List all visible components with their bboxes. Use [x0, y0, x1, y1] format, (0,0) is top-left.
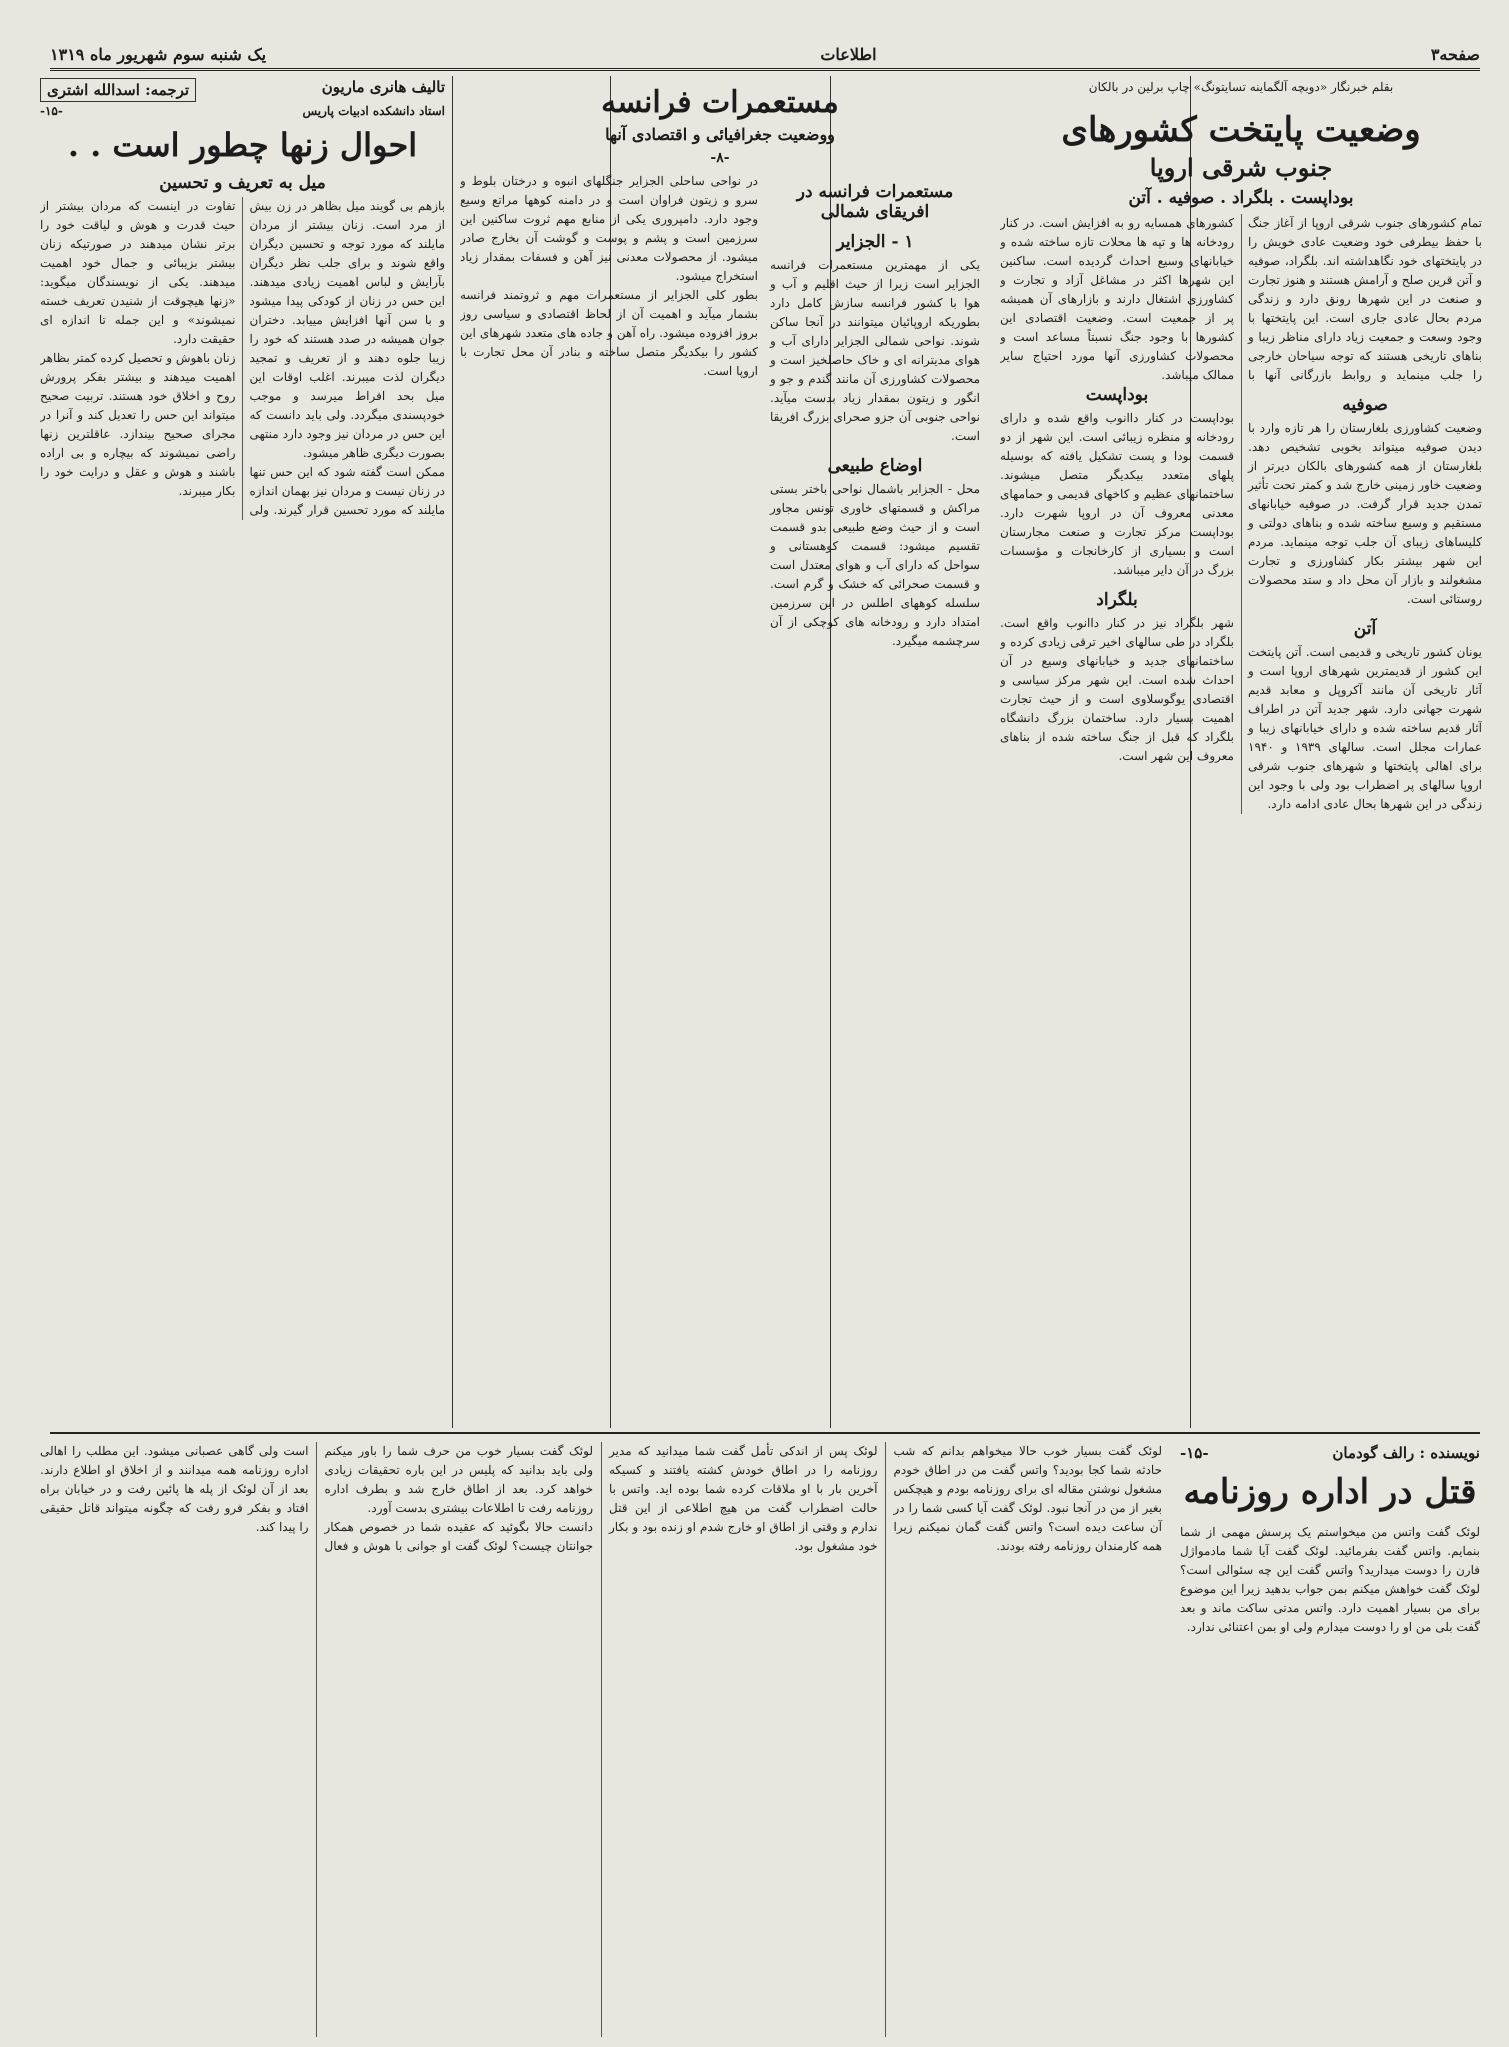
colonies-columns [460, 172, 980, 651]
section-heading-sofia: صوفیه [1342, 394, 1388, 415]
page-number: صفحه۳ [1430, 44, 1480, 64]
article-title-line2: جنوب شرقی اروپا [1149, 153, 1333, 183]
story-body: دانست حالا بگوئید که عقیده شما در خصوص همکار جوانتان چیست؟ لوئک گفت او جوانی با هوش و فعال است ولی گاهی عصبانی میشود. این مطلب را اهالی اداره روزنامه همه میدانند و از اخلاق او اطلاع دارند. بعد از آن لوئک از پله ها پائین رفت و در خیابان براه افتاد و بفکر فرو رفت که چگونه میتواند قاتل حقیقی را پیدا کند. [40, 1444, 593, 1553]
author-title: استاد دانشکده ادبیات پاریس [302, 104, 445, 118]
section-body-budapest: بوداپست در کنار داانوب واقع شده و دارای رودخانه و منظره زیبائی است. این شهر از دو قسمت بودا و پست تشکیل یافته که بوسیله پلهای متعدد بیکدیگر متصل میشوند. ساختمانهای عظیم و کاخهای قدیمی و حمامهای معدنی معروف آن در اروپا شهرت دارد. بوداپست مرکز تجارت و صنعت مجارستان است و بسیاری از کارخانجات و مؤسسات بزرگ در آن دایر میباشد. [1000, 410, 1234, 577]
story-byline [1180, 1444, 1480, 1462]
article-body: بازهم بی گویند میل بظاهر در زن بیش از مرد است. زنان بیشتر از مردان مایلند که مورد توجه و تحسین دیگران واقع شوند و برای جلب نظر دیگران بآرایش و لباس اهمیت زیادی میدهند. این حس در زنان از کودکی پیدا میشود و با سن آنها افزایش مییابد. دختران جوان همیشه در صدد هستند که خود را زیبا جلوه دهند و از تعریف و تمجید دیگران لذت میبرند. اغلب اوقات این میل بحد افراط میرسد و موجب خودپسندی میگردد. ولی باید دانست که این حس در مردان نیز وجود دارد منتهی بصورت دیگری ظاهر میشود. [249, 199, 445, 461]
article-colonies [460, 76, 980, 1426]
serial-story [40, 1442, 1480, 2037]
article-title: وضعیت پایتخت کشورهای [1061, 110, 1421, 150]
story-body: لوئک پس از اندکی تأمل گفت شما میدانید که مدیر روزنامه را در اطاق خودش کشته یافتند و کسیکه آخرین بار با او ملاقات کرده شما بوده اید. واتس با حالت اضطراب گفت من هیچ اطلاعی از این قتل ندارم و وقتی از اطاق او خارج شدم او زنده بود و بکار خود مشغول بود. [609, 1444, 878, 1553]
section-body: یکی از مهمترین مستعمرات فرانسه الجزایر است زیرا از حیث اقلیم و آب و هوا با کشور فرانسه سازش کامل دارد بطوریکه اروپائیان میتوانند در آنجا ساکن شوند. نواحی شمالی الجزایر دارای آب و هوای مدیترانه ای و خاک حاصلخیز است و محصولات کشاورزی آن مانند گندم و جو و انگور و زیتون بمقدار زیاد بدست میآید. نواحی جنوبی آن جزو صحرای بزرگ افریقا است. [770, 258, 980, 443]
colonies-col-right [770, 172, 980, 651]
article-body: ممکن است گفته شود که این حس تنها در زنان نیست و مردان نیز بهمان اندازه مایلند که مورد تحسین قرار گیرند. ولی تفاوت در اینست که مردان بیشتر از حیث قدرت و هوش و لیاقت خود را برتر نشان میدهند در صورتیکه زنان بیشتر بزیبائی و جمال خود اهمیت میدهند. یکی از نویسندگان میگوید: «زنها هیچوقت از شنیدن تعریف خسته نمیشوند» و این جمله تا اندازه ای حقیقت دارد. [40, 199, 445, 518]
section-body: در نواحی ساحلی الجزایر جنگلهای انبوه و درختان بلوط و سرو و زیتون فراوان است و در دامنه کوهها مراتع وسیع وجود دارد. دامپروری یکی از منابع مهم ثروت ساکنین این سرزمین است و پشم و پوست و گوشت آن بخارج صادر میشود. از محصولات معدنی نیز آهن و فسفات بمقدار زیاد استخراج میشود. [460, 174, 758, 283]
colonies-col-left [460, 172, 758, 651]
story-title: قتل در اداره روزنامه [1183, 1472, 1477, 1512]
story-col-right [1180, 1442, 1480, 2037]
section-body-athens: یونان کشور تاریخی و قدیمی است. آتن پایتخت این کشور از قدیمترین شهرهای اروپا است و آثار تاریخی آن مانند آکروپل و معابد قدیم شهرت جهانی دارد. شهر جدید آتن در اطراف آثار قدیم ساخته شده و دارای خیابانهای زیبا و عمارات مجلل است. سالهای ۱۹۳۹ و ۱۹۴۰ برای اهالی پایتختها و شهرهای جنوب شرقی اروپا سالهای پر اضطراب بود ولی با وجود این زندگی در این شهرها بحال عادی ادامه دارد. [1248, 644, 1482, 811]
article-cities: بوداپست . بلگراد . صوفیه . آتن [1128, 187, 1354, 208]
story-body: لوئک گفت واتس من میخواستم یک پرسش مهمی از شما بنمایم. واتس گفت بفرمائید. لوئک گفت آیا شما مادمواژل فارن را دوست میدارید؟ واتس گفت این چه سئوالی است؟ لوئک گفت خواهش میکنم بمن جواب بدهید زیرا این موضوع برای من بسیار اهمیت دارد. واتس مدتی ساکت ماند و بعد گفت بلی من او را دوست میدارم ولی او بمن اعتنائی ندارد. [1180, 1525, 1480, 1635]
article-women [40, 76, 445, 1426]
section-body: محل - الجزایر باشمال نواحی باختر بستی مراکش و قسمتهای خاوری تونس مجاور است و از حیث وضع طبیعی بدو قسمت تقسیم میشود: قسمت کوهستانی و سواحل که دارای آب و هوای معتدل است و قسمت صحرائی که خشک و گرم است. سلسله کوههای اطلس در این سرزمین امتداد دارد و رودخانه های کوچکی از آن سرچشمه میگیرد. [770, 482, 980, 648]
newspaper-page [10, 12, 1500, 2040]
installment-number: -۱۵- [1180, 1444, 1209, 1462]
section-heading-budapest: بوداپست [1085, 384, 1149, 405]
article-subtitle: ووضعیت جغرافیائی و اقتصادی آنها [605, 125, 835, 144]
article-body: تمام کشورهای جنوب شرقی اروپا از آغاز جنگ با حفظ بیطرفی خود وضعیت عادی خویش را در پایتختهای خود نگاهداشته اند. بلگراد، صوفیه و آتن قرین صلح و آرامش هستند و هنوز تجارت و صنعت در این شهرها رونق دارد و زندگی مردم بحال عادی جاری است. این پایتختها با وجود وسعت و جمعیت زیاد دارای مناظر زیبا و بناهای تاریخی هستند که توجه سیاحان خارجی را جلب مینماید و روابط بازرگانی آنها با کشورهای همسایه رو به افزایش است. در کنار رودخانه ها و تپه ها محلات تازه ساخته شده و خیابانهای وسیع احداث گردیده است. ساکنین این شهرها اکثر در مشاغل آزاد و تجارت و کشاورزی اشتغال دارند و بازارهای آن همیشه پر از جمعیت است. وضعیت اقتصادی این کشورها با وجود جنگ نسبتاً مساعد است و محصولات کشاورزی آنها مورد احتیاج سایر ممالک میباشد. [1000, 215, 1482, 382]
section-body-belgrade: شهر بلگراد نیز در کنار داانوب واقع است. بلگراد در طی سالهای اخیر ترقی زیادی کرده و ساختمانهای جدید و خیابانهای وسیع در آن احداث شده است. این شهر مرکز سیاسی و اقتصادی یوگوسلاوی است و از حیث تجارت اهمیت بسیار دارد. ساختمان بزرگ دانشگاه بلگراد که قبل از جنگ ساخته شده از بناهای معروف این شهر است. [1000, 615, 1234, 763]
paper-name: اطلاعات [820, 44, 877, 64]
section-heading-natural: اوضاع طبیعی [827, 456, 923, 476]
author: تالیف هانری ماریون [321, 78, 445, 96]
translator: ترجمه: اسدالله اشتری [40, 78, 196, 102]
article-capitals [1000, 76, 1482, 1426]
section-body-sofia: وضعیت کشاورزی بلغارستان را هر تازه وارد با دیدن صوفیه میتواند بخوبی تشخیص دهد. بلغارستان از همه کشورهای بالکان دیرتر از وضعیت خاور زمینی خارج شد و کمتر تحت تأثیر تمدن جدید قرار گرفت. در صوفیه خیابانهای مستقیم و وسیع ساخته شده و بناهای دولتی و کلیساهای زیبای آن جلب توجه مینماید. مردم این شهر بیشتر بکار کشاورزی و تجارت مشغولند و بازار آن محل داد و ستد محصولات روستائی است. [1248, 420, 1482, 606]
section-heading: میل به تعریف و تحسین [159, 173, 326, 194]
story-columns [40, 1442, 1480, 2037]
article-sections [1000, 385, 1482, 814]
column-rule [452, 76, 453, 1428]
story-body: لوئک گفت بسیار خوب حالا میخواهم بدانم که شب حادثه شما کجا بودید؟ واتس گفت من در اطاق خودم مشغول نوشتن مقاله ای برای روزنامه بودم و هیچکس بغیر از من در آنجا نبود. لوئک گفت آیا کسی شما را در آن ساعت دیده است؟ واتس گفت گمان نمیکنم زیرا همه کارمندان روزنامه رفته بودند. [893, 1444, 1162, 1553]
story-author: نویسنده : رالف گودمان [1332, 1444, 1480, 1462]
section-heading-athens: آتن [1353, 618, 1377, 639]
section-heading-belgrade: بلگراد [1096, 589, 1138, 610]
section-heading-algeria: ۱ - الجزایر [836, 232, 914, 252]
story-col-rest [40, 1442, 1162, 2037]
article-kicker: بقلم خبرنگار «دوبچه آلگماینه تسایتونگ» چاپ برلین در بالکان [1088, 80, 1394, 94]
section-body: بطور کلی الجزایر از مستعمرات مهم و ثروتمند فرانسه بشمار میآید و اهمیت آن از لحاظ اقتصادی و سیاسی روز بروز افزوده میشود. راه آهن و جاده های متعدد شهرهای این کشور را بیکدیگر متصل ساخته و بنادر آن محل تجارت با اروپا است. [460, 288, 758, 378]
article-body-columns [40, 197, 445, 520]
story-body: لوئک گفت بسیار خوب من حرف شما را باور میکنم ولی باید بدانید که پلیس در این باره تحقیقات زیادی خواهد کرد. بعد از اطاق خارج شد و بطرف اداره روزنامه رفت تا اطلاعات بیشتری بدست آورد. [324, 1444, 593, 1515]
page-header [50, 40, 1480, 71]
issue-date: یک شنبه سوم شهریور ماه ۱۳۱۹ [50, 44, 267, 64]
byline [40, 78, 445, 102]
byline-sub [40, 104, 445, 118]
installment-number: -۱۵- [40, 104, 63, 118]
article-title: احوال زنها چطور است . . [67, 126, 418, 164]
section-rule [50, 1432, 1480, 1434]
section-heading: مستعمرات فرانسه در افریقای شمالی [796, 182, 954, 222]
installment-number: -۸- [710, 150, 730, 166]
article-body: زنان باهوش و تحصیل کرده کمتر بظاهر اهمیت میدهند و بیشتر بفکر پرورش روح و اخلاق خود هستند. تربیت صحیح میتواند این حس را تعدیل کند و آنرا در مجرای صحیح بیندازد. عاقلترین زنها راضی نمیشوند که بیچاره و بی اراده باشند و هوش و عقل و درایت خود را بکار میبرند. [40, 351, 236, 499]
article-title: مستعمرات فرانسه [601, 85, 839, 120]
